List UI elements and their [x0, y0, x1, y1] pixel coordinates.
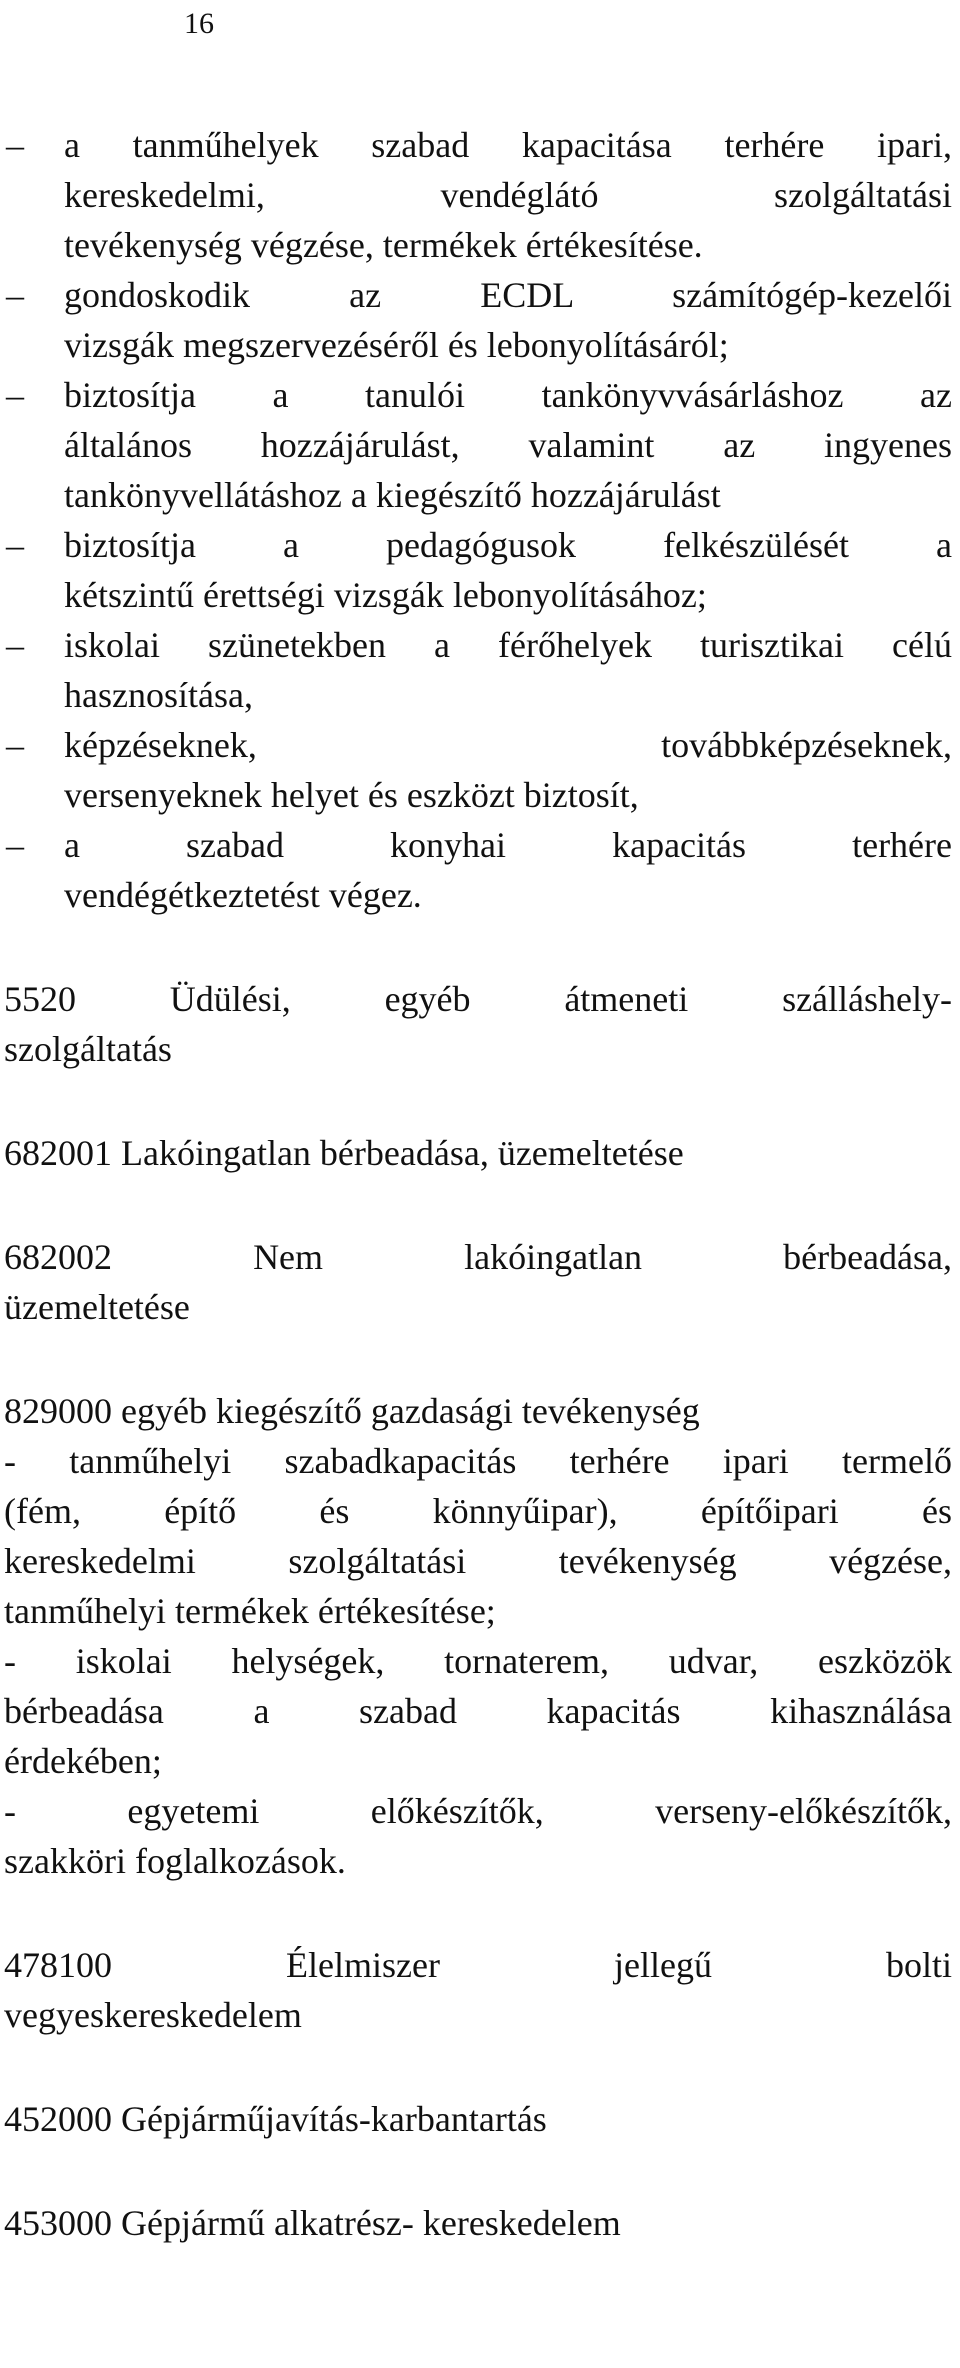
text-line: képzéseknek, továbbképzéseknek,	[64, 725, 952, 765]
text-line: bérbeadása a szabad kapacitás kihasználása	[4, 1691, 952, 1731]
text-line: 478100 Élelmiszer jellegű bolti	[4, 1945, 952, 1985]
text-line: vegyeskereskedelem	[4, 1995, 302, 2035]
text-line: biztosítja a tanulói tankönyvvásárláshoz az	[64, 375, 952, 415]
activity-code-452000	[0, 2094, 960, 2144]
text-line: biztosítja a pedagógusok felkészülését a	[64, 525, 952, 565]
text-line: - iskolai helységek, tornaterem, udvar, eszközök	[4, 1641, 952, 1681]
dash-bullet: –	[6, 725, 24, 765]
text-line: 829000 egyéb kiegészítő gazdasági tevékenység	[4, 1391, 700, 1431]
text-line: 5520 Üdülési, egyéb átmeneti szálláshely-	[4, 979, 952, 1019]
activity-code-682001	[0, 1128, 960, 1178]
text-line: kereskedelmi szolgáltatási tevékenység végzése,	[4, 1541, 952, 1581]
text-line: iskolai szünetekben a férőhelyek turisztikai célú	[64, 625, 952, 665]
text-line: hasznosítása,	[64, 675, 253, 715]
activity-code-682002	[0, 1232, 960, 1332]
text-line: (fém, építő és könnyűipar), építőipari és	[4, 1491, 952, 1531]
text-line: 682002 Nem lakóingatlan bérbeadása,	[4, 1237, 952, 1277]
text-line: üzemeltetése	[4, 1287, 190, 1327]
text-line: kétszintű érettségi vizsgák lebonyolításához;	[64, 575, 707, 615]
list-item	[0, 120, 960, 270]
text-line: vendégétkeztetést végez.	[64, 875, 422, 915]
text-line: a tanműhelyek szabad kapacitása terhére ipari,	[64, 125, 952, 165]
text-line: a szabad konyhai kapacitás terhére	[64, 825, 952, 865]
activity-code-829000	[0, 1386, 960, 1886]
text-line: szakköri foglalkozások.	[4, 1841, 346, 1881]
dash-bullet: –	[6, 375, 24, 415]
dash-bullet: –	[6, 825, 24, 865]
text-line: tankönyvellátáshoz a kiegészítő hozzájárulást	[64, 475, 721, 515]
activity-code-453000	[0, 2198, 960, 2248]
page-number: 16	[184, 7, 214, 40]
text-line: szolgáltatás	[4, 1029, 172, 1069]
text-line: érdekében;	[4, 1741, 162, 1781]
document-body	[0, 120, 960, 2248]
text-line: általános hozzájárulást, valamint az ingyenes	[64, 425, 952, 465]
text-line: versenyeknek helyet és eszközt biztosít,	[64, 775, 639, 815]
text-line: tevékenység végzése, termékek értékesítése.	[64, 225, 703, 265]
bullet-list	[0, 120, 960, 920]
list-item	[0, 720, 960, 820]
text-line: 682001 Lakóingatlan bérbeadása, üzemeltetése	[4, 1133, 684, 1173]
text-line: 452000 Gépjárműjavítás-karbantartás	[4, 2099, 547, 2139]
text-line: vizsgák megszervezéséről és lebonyolításáról;	[64, 325, 729, 365]
activity-code-5520	[0, 974, 960, 1074]
list-item	[0, 370, 960, 520]
dash-bullet: –	[6, 275, 24, 315]
text-line: gondoskodik az ECDL számítógép-kezelői	[64, 275, 952, 315]
text-line: - tanműhelyi szabadkapacitás terhére ipari termelő	[4, 1441, 952, 1481]
list-item	[0, 270, 960, 370]
dash-bullet: –	[6, 525, 24, 565]
list-item	[0, 820, 960, 920]
dash-bullet: –	[6, 625, 24, 665]
text-line: tanműhelyi termékek értékesítése;	[4, 1591, 496, 1631]
text-line: - egyetemi előkészítők, verseny-előkészítők,	[4, 1791, 952, 1831]
list-item	[0, 520, 960, 620]
text-line: kereskedelmi, vendéglátó szolgáltatási	[64, 175, 952, 215]
text-line: 453000 Gépjármű alkatrész- kereskedelem	[4, 2203, 621, 2243]
list-item	[0, 620, 960, 720]
activity-code-478100	[0, 1940, 960, 2040]
dash-bullet: –	[6, 125, 24, 165]
